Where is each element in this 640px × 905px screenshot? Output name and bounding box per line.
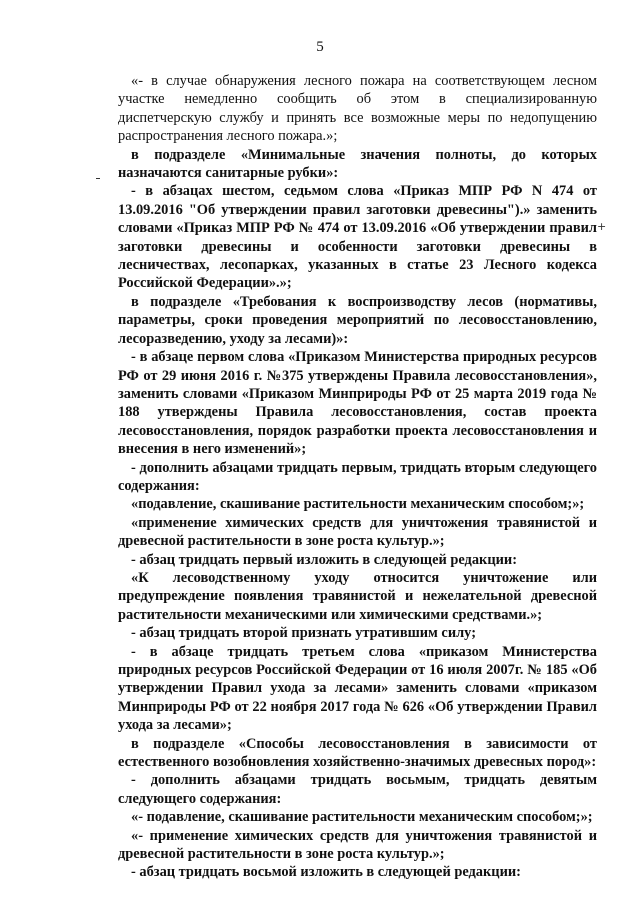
paragraph-sanitary-felling-heading: в подразделе «Минимальные значения полноты, до которых назначаются санитарные рубки»: [118, 146, 597, 182]
scan-mark-dash [96, 178, 100, 179]
page-number: 5 [316, 39, 324, 55]
paragraph-restate-31: - абзац тридцать первый изложить в следующей редакции: [131, 551, 517, 568]
paragraph-restate-38: - абзац тридцать восьмой изложить в следующей редакции: [131, 864, 521, 881]
paragraph-reproduction-heading: в подразделе «Требования к воспроизводству лесов (нормативы, параметры, сроки проведения мероприятий по лесовосстановлению, лесоразведению, уходу за лесами)»: [118, 293, 597, 347]
document-body [118, 72, 597, 882]
paragraph-quote-chemical: «применение химических средств для уничтожения травянистой и древесной растительности в зоне роста культур.»; [118, 514, 597, 550]
paragraph-quote-mechanical: «подавление, скашивание растительности механическим способом;»; [131, 496, 585, 513]
paragraph-quote-care: «К лесоводственному уходу относится уничтожение или предупреждение появления травянистой и нежелательной древесной растительности механическими или химическими средствами.»; [118, 569, 597, 623]
paragraph-replace-order-185: - в абзаце тридцать третьем слова «приказом Министерства природных ресурсов Российской Федерации от 16 июля 2007г. № 185 «Об утверждении Правил ухода за лесами» заменить словами «приказом Минприроды РФ от 22 ноября 2017 года № 626 «Об утверждении Правил ухода за лесами»; [118, 643, 597, 734]
paragraph-methods-heading: в подразделе «Способы лесовосстановления в зависимости от естественного возобновления хозяйственно-значимых древесных пород»: [118, 735, 597, 771]
paragraph-add-38-39: - дополнить абзацами тридцать восьмым, тридцать девятым следующего содержания: [118, 772, 597, 807]
scan-mark-plus: + [597, 220, 607, 233]
paragraph-add-31-32: - дополнить абзацами тридцать первым, тридцать вторым следующего содержания: [118, 459, 597, 494]
paragraph-quote-mechanical-2: «- подавление, скашивание растительности механическим способом;»; [131, 809, 593, 826]
paragraph-fire-report: «- в случае обнаружения лесного пожара на соответствующем лесном участке немедленно сообщить об этом в специализированную диспетчерскую службу и принять все возможные меры по недопущению распространения лесного пожара.»; [118, 73, 597, 145]
paragraph-replace-order-375: - в абзаце первом слова «Приказом Министерства природных ресурсов РФ от 29 июня 2016 г. №375 утверждены Правила лесовосстановления», заменить словами «Приказом Минприроды РФ от 25 марта 2019 года № 188 утверждены Правила лесовосстановления, состав проекта лесовосстановления, порядок разработки проекта лесовосстановления и внесения в него изменений»; [118, 349, 597, 458]
paragraph-replace-order-474: - в абзацах шестом, седьмом слова «Приказ МПР РФ N 474 от 13.09.2016 "Об утверждении правил заготовки древесины").» заменить словами «Приказ МПР РФ № 474 от 13.09.2016 «Об утверждении правил заготовки древесины и особенности заготовки древесины в лесничествах, лесопарках, указанных в статье 23 Лесного кодекса Российской Федерации».»; [118, 183, 597, 292]
paragraph-repeal-32: - абзац тридцать второй признать утратившим силу; [131, 625, 476, 642]
paragraph-quote-chemical-2: «- применение химических средств для уничтожения травянистой и древесной растительности в зоне роста культур.»; [118, 827, 597, 863]
